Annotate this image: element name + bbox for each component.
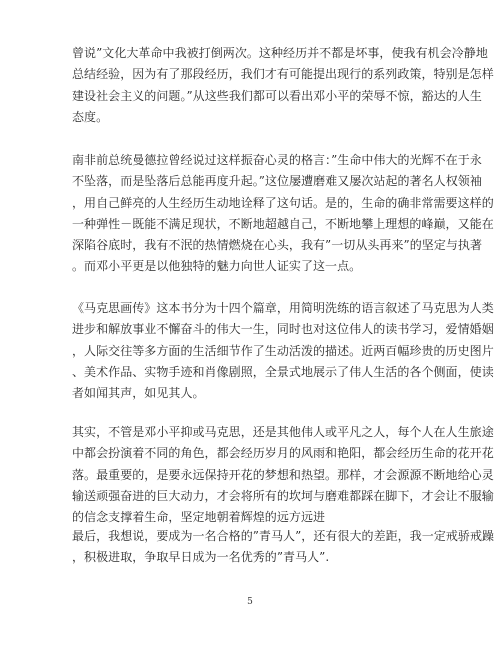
paragraph-deng-xiaoping-experience: [72, 43, 494, 128]
text-line: ，用自己鲜亮的人生经历生动地诠释了这句话。是的，生命的确非常需要这样的: [72, 195, 494, 210]
text-line: 输送顽强奋进的巨大动力，才会将所有的坎坷与磨难都踩在脚下，才会让不服输: [72, 488, 494, 503]
text-line: 曾说”文化大革命中我被打倒两次。这种经历并不都是坏事，使我有机会冷静地: [72, 46, 488, 60]
text-line: 、美术作品、实物手迹和肖像剧照，全景式地展示了伟人生活的各个侧面，使读: [72, 364, 494, 379]
paragraph-life-journey: [72, 422, 494, 528]
paragraph-marx-biography: [72, 298, 494, 404]
text-line: 最后，我想说，要成为一名合格的”青马人”，还有很大的差距，我一定戒骄戒躁: [72, 529, 495, 543]
text-line: 中都会扮演着不同的角色，都会经历岁月的风雨和艳阳，都会经历生命的花开花: [72, 446, 494, 461]
text-line: 不坠落，而是坠落后总能再度升起。”这位屡遭磨难又屡次站起的著名人权领袖: [72, 174, 482, 189]
text-line: 态度。: [72, 109, 109, 124]
text-line: ，积极进取，争取早日成为一名优秀的”青马人”.: [72, 550, 330, 565]
text-line: 进步和解放事业不懈奋斗的伟大一生，同时也对这位伟人的读书学习，爱情婚姻: [72, 322, 494, 337]
text-line: 落。最重要的，是要永远保持开花的梦想和热望。那样，才会源源不断地给心灵: [72, 467, 494, 482]
page-number: 5: [247, 597, 253, 607]
text-line: 总结经验，因为有了那段经历，我们才有可能提出现行的系列政策，特别是怎样: [72, 67, 494, 82]
text-line: 深陷谷底时，我有不泯的热情燃烧在心头，我有”一切从头再来”的坚定与执著: [72, 238, 483, 253]
paragraph-mandela-quote: [72, 150, 494, 278]
text-line: 一种弹性－既能不满足现状，不断地超越自己，不断地攀上理想的峰巅，又能在: [72, 216, 494, 231]
text-line: 南非前总统曼德拉曾经说过这样振奋心灵的格言：”生命中伟大的光辉不在于永: [72, 153, 482, 167]
text-line: 。而邓小平更是以他独特的魅力向世人证实了这一点。: [72, 259, 362, 274]
text-line: ，人际交往等多方面的生活细节作了生动活泼的描述。近两百幅珍贵的历史图片: [72, 343, 494, 358]
text-line: 建设社会主义的问题。”从这些我们都可以看出邓小平的荣辱不惊，豁达的人生: [72, 88, 482, 103]
paragraph-conclusion: [72, 526, 495, 569]
text-line: 者如闻其声，如见其人。: [72, 386, 205, 401]
text-line: 的信念支撑着生命，坚定地朝着辉煌的远方远进: [72, 510, 326, 525]
text-line: 其实，不管是邓小平抑或马克思，还是其他伟人或平凡之人，每个人在人生旅途: [72, 425, 494, 439]
text-line: 《马克思画传》这本书分为十四个篇章，用简明洗练的语言叙述了马克思为人类: [72, 301, 494, 315]
